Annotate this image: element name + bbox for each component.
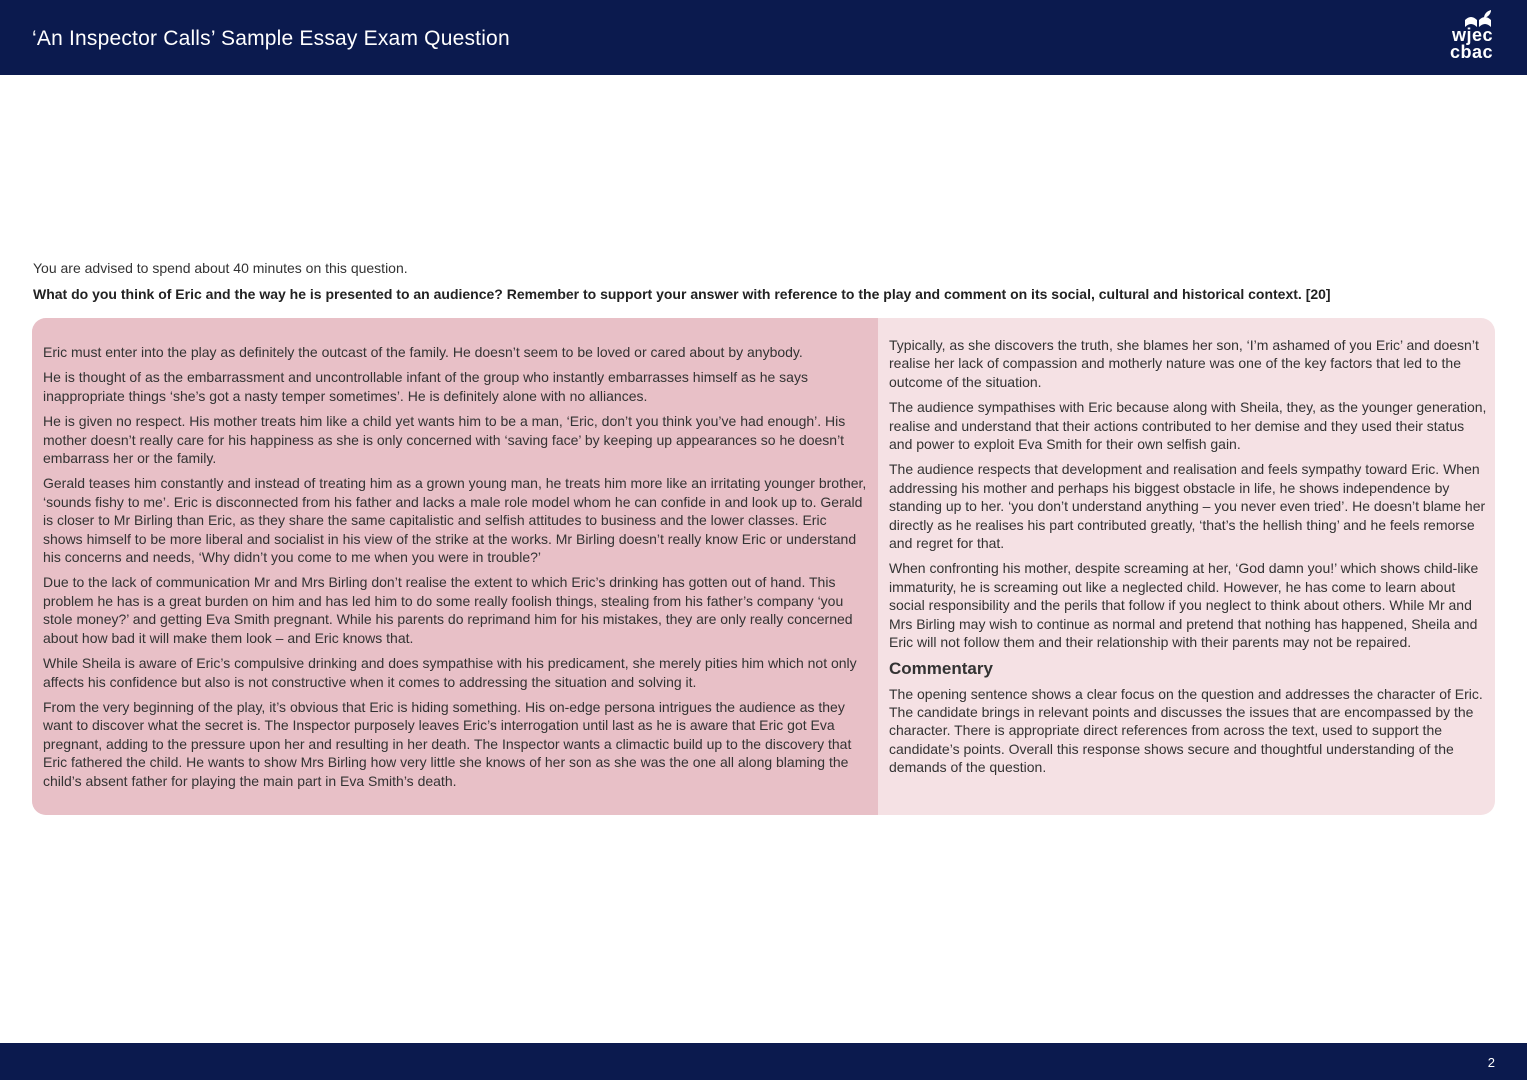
page-number: 2: [1487, 1055, 1495, 1070]
essay-paragraph: He is thought of as the embarrassment and uncontrollable infant of the group who instantly embarrasses himself as he says inappropriate things ‘she’s got a nasty temper sometimes’. He is definitely alone with no alliances.: [43, 369, 808, 404]
essay-paragraph: While Sheila is aware of Eric’s compulsive drinking and does sympathise with his predicament, she merely pities him which not only affects his confidence but also is not constructive when it comes to addressing the situation and solving it.: [43, 655, 857, 690]
essay-paragraph: The audience sympathises with Eric because along with Sheila, they, as the younger generation, realise and understand that their actions contributed to her demise and they used their status and power to exploit Eva Smith for their own selfish gain.: [889, 399, 1487, 453]
page-title: ‘An Inspector Calls’ Sample Essay Exam Question: [32, 27, 510, 50]
essay-paragraph: When confronting his mother, despite screaming at her, ‘God damn you!’ which shows child-like immaturity, he is screaming out like a neglected child. However, he has come to learn about social responsibility and the perils that follow if you neglect to think about others. While Mr and Mrs Birling may wish to continue as normal and pretend that nothing has happened, Sheila and Eric will not follow them and their relationship with their parents may not be repaired.: [889, 560, 1479, 651]
essay-panel: [32, 318, 1495, 815]
footer-bar: [0, 1043, 1527, 1080]
essay-paragraph: He is given no respect. His mother treats him like a child yet wants him to be a man, ‘Eric, don’t you think you’ve had enough’. His mother doesn’t really care for his happiness as she is only concerned with ‘saving face’ by keeping up appearances so he doesn’t embarrass her or the family.: [43, 413, 846, 467]
essay-paragraph: Due to the lack of communication Mr and Mrs Birling don’t realise the extent to which Eric’s drinking has gotten out of hand. This problem he has is a great burden on him and has led him to do some really foolish things, stealing from his father’s company ‘you stole money?’ and getting Eva Smith pregnant. While his parents do reprimand him for his mistakes, they are only really concerned about how bad it will make them look – and Eric knows that.: [43, 574, 853, 646]
essay-paragraph: From the very beginning of the play, it’s obvious that Eric is hiding something. His on-edge persona intrigues the audience as they want to discover what the secret is. The Inspector purposely leaves Eric’s interrogation until last as he is aware that Eric got Eva pregnant, adding to the pressure upon her and resulting in her death. The Inspector wants a climactic build up to the discovery that Eric fathered the child. He wants to show Mrs Birling how very little she knows of her son as she was the one all along blaming the child’s absent father for playing the main part in Eva Smith’s death.: [43, 698, 852, 789]
time-instruction: You are advised to spend about 40 minutes on this question.: [33, 260, 408, 276]
essay-right-column: [889, 336, 1489, 784]
logo-text-cbac: cbac: [1449, 42, 1493, 62]
essay-paragraph: The audience respects that development and realisation and feels sympathy toward Eric. When addressing his mother and perhaps his biggest obstacle in life, he shows independence by standing up to her. ‘you don’t understand anything – you never even tried’. He doesn’t blame her directly as he realises his part contributed greatly, ‘that’s the hellish thing’ and he feels remorse and regret for that.: [889, 461, 1486, 552]
essay-paragraph: Gerald teases him constantly and instead of treating him as a grown young man, he treats him more like an irritating younger brother, ‘sounds fishy to me’. Eric is disconnected from his father and lacks a male role model whom he can confide in and look up to. Gerald is closer to Mr Birling than Eric, as they share the same capitalistic and selfish attitudes to business and the lower classes. Eric shows himself to be more liberal and socialist in his view of the strike at the works. Mr Birling doesn’t really know Eric or understand his concerns and needs, ‘Why didn’t you come to me when you were in trouble?’: [43, 475, 867, 566]
essay-paragraph: Eric must enter into the play as definitely the outcast of the family. He doesn’t seem to be loved or cared about by anybody.: [43, 344, 803, 360]
commentary-heading: Commentary: [889, 658, 993, 678]
commentary-text: The opening sentence shows a clear focus on the question and addresses the character of Eric. The candidate brings in relevant points and discusses the issues that are encompassed by the character. There is appropriate direct references from across the text, used to support the candidate’s points. Overall this response shows secure and thoughtful understanding of the demands of the question.: [889, 685, 1483, 776]
exam-question: What do you think of Eric and the way he is presented to an audience? Remember to support your answer with reference to the play and comment on its social, cultural and historical context. [20]: [33, 286, 1331, 302]
logo-text-wjec: wjec: [1451, 25, 1493, 45]
essay-left-column: [32, 318, 878, 815]
header-bar: [0, 0, 1527, 75]
wjec-cbac-logo: [1443, 10, 1493, 64]
essay-paragraph: Typically, as she discovers the truth, she blames her son, ‘I’m ashamed of you Eric’ and doesn’t realise her lack of compassion and motherly nature was one of the key factors that led to the outcome of the situation.: [889, 337, 1479, 390]
